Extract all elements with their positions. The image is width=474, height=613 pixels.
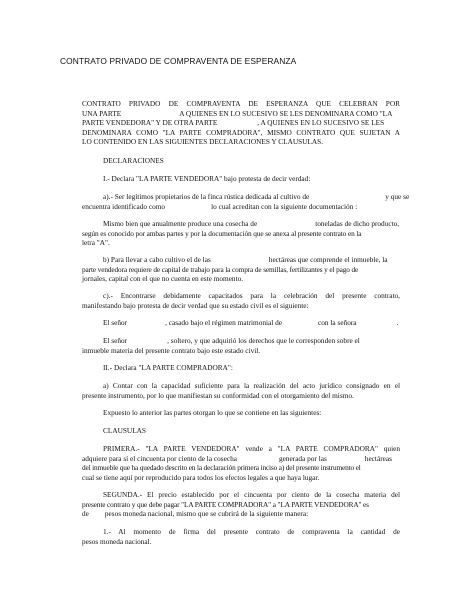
declaracion-b-line-3: jornales, capital con el que no cuenta en este momento. <box>82 274 244 283</box>
segunda-line-3 <box>82 509 400 518</box>
decl-text: a).- Ser legítimos propietarios de la finca rústica dedicada al cultivo de <box>103 192 310 201</box>
declaracion-b-line-2: parte vendedora requiere de capital de trabajo para la compra de semillas, fertilizantes y el pago de <box>82 264 359 274</box>
intro-line-3 <box>82 118 400 127</box>
intro-line-5: LO CONTENIDO EN LAS SIGUIENTES DECLARACIONES Y CLAUSULAS. <box>82 137 324 146</box>
decl-text: y que se <box>385 192 410 201</box>
decl-text: , casado bajo el régimen matrimonial de <box>165 318 283 327</box>
segunda-line-2: presente contrato y que debe pagar "LA PARTE COMPRADORA" a "LA PARTE VENDEDORA" es <box>82 499 369 509</box>
clausula-text: adquiere para sí el cincuenta por ciento de la cosecha <box>82 453 237 463</box>
declaracion-2a-line-1: a) Contar con la capacidad suficiente para la realización del acto jurídico consignado en el <box>103 381 400 390</box>
primera-line-2 <box>82 454 400 463</box>
intro-line-4: DENOMINARA COMO "LA PARTE COMPRADORA", MISMO CONTRATO QUE SUJETAN A <box>82 127 400 137</box>
intro-line-1: CONTRATO PRIVADO DE COMPRAVENTA DE ESPERANZA QUE CELEBRAN POR <box>82 99 400 108</box>
intro-text: A QUIENES EN LO SUCESIVO SE LES DENOMINARA COMO "LA <box>179 108 393 118</box>
item-1-line-2: pesos moneda nacional. <box>82 536 152 546</box>
declaraciones-heading: DECLARACIONES <box>103 156 164 165</box>
senor-2-line-1 <box>103 336 400 345</box>
decl-text: El señor <box>103 336 128 345</box>
decl-text: encuentra identificado como <box>82 201 166 211</box>
declaracion-c-line-2: manifestando bajo protesta de decir verdad que su estado civil es el siguiente: <box>82 300 309 310</box>
decl-text: . <box>396 318 399 327</box>
clausula-text: hectáreas <box>364 453 392 463</box>
clausula-text: de <box>82 509 89 518</box>
intro-text: , A QUIENES EN LO SUCESIVO SE LES <box>257 118 385 127</box>
decl-text: lo cual acreditan con la siguiente documentación : <box>211 201 358 211</box>
intro-text: UNA PARTE <box>82 108 122 118</box>
declaracion-2: II.- Declara "LA PARTE COMPRADORA": <box>103 363 233 372</box>
senor-1-line <box>103 318 400 327</box>
declaracion-1: I.- Declara "LA PARTE VENDEDORA" bajo protesta de decir verdad: <box>103 174 311 183</box>
declaracion-2a-line-2: presente instrumento, por lo que manifiestan su conformidad con el otorgamiento del mismo. <box>82 390 354 400</box>
mismo-line-1 <box>103 219 400 228</box>
clausula-text: generada por las <box>278 453 327 463</box>
declaracion-c-line-1: c).- Encontrarse debidamente capacitados para la celebración del presente contrato, <box>103 291 400 300</box>
decl-text: Mismo bien que anualmente produce una cosecha de <box>103 219 258 228</box>
primera-line-4: cual se tiene aquí por reproducido para todos los efectos legales a que haya lugar. <box>82 472 320 482</box>
primera-line-3: del inmueble que ha quedado descrito en la declaración primera inciso a) del presente instrumento el <box>82 463 361 472</box>
clausula-text: pesos moneda nacional, mismo que se cubrirá de la siguiente manera: <box>104 509 309 518</box>
segunda-line-1: SEGUNDA.- El precio establecido por el cincuenta por ciento de la cosecha materia del <box>103 490 400 499</box>
mismo-line-3: letra "A". <box>82 238 110 247</box>
clausulas-heading: CLAUSULAS <box>103 426 146 435</box>
decl-text: b) Para llevar a cabo cultivo el de las <box>103 255 211 264</box>
decl-text: hectáreas que comprende el inmueble, la <box>268 255 388 264</box>
intro-line-2 <box>82 109 400 118</box>
intro-text: PARTE VENDEDORA" Y DE OTRA PARTE <box>82 118 218 127</box>
mismo-line-2: según es conocido por ambas partes y por la documentación que se anexa al presente contrato en la <box>82 228 362 238</box>
declaracion-a-line-1 <box>103 192 410 201</box>
expuesto-line: Expuesto lo anterior las partes otorgan lo que se contiene en las siguientes: <box>103 408 322 417</box>
item-1-line-1: 1.- Al momento de firma del presente contrato de compraventa la cantidad de <box>103 527 400 536</box>
primera-line-1: PRIMERA.- "LA PARTE VENDEDORA" vende a "LA PARTE COMPRADORA" quien <box>103 444 400 453</box>
decl-text: El señor <box>103 318 128 327</box>
senor-2-line-2: inmueble materia del presente contrato bajo este estado civil. <box>82 345 261 355</box>
decl-text: toneladas de dicho producto, <box>315 219 400 228</box>
declaracion-a-line-2 <box>82 202 400 211</box>
page-title: CONTRATO PRIVADO DE COMPRAVENTA DE ESPERANZA <box>60 56 297 66</box>
decl-text: con la señora <box>318 318 357 327</box>
declaracion-b-line-1 <box>103 255 400 264</box>
decl-text: , soltero, y que adquirió los derechos que le corresponden sobre el <box>167 336 360 345</box>
